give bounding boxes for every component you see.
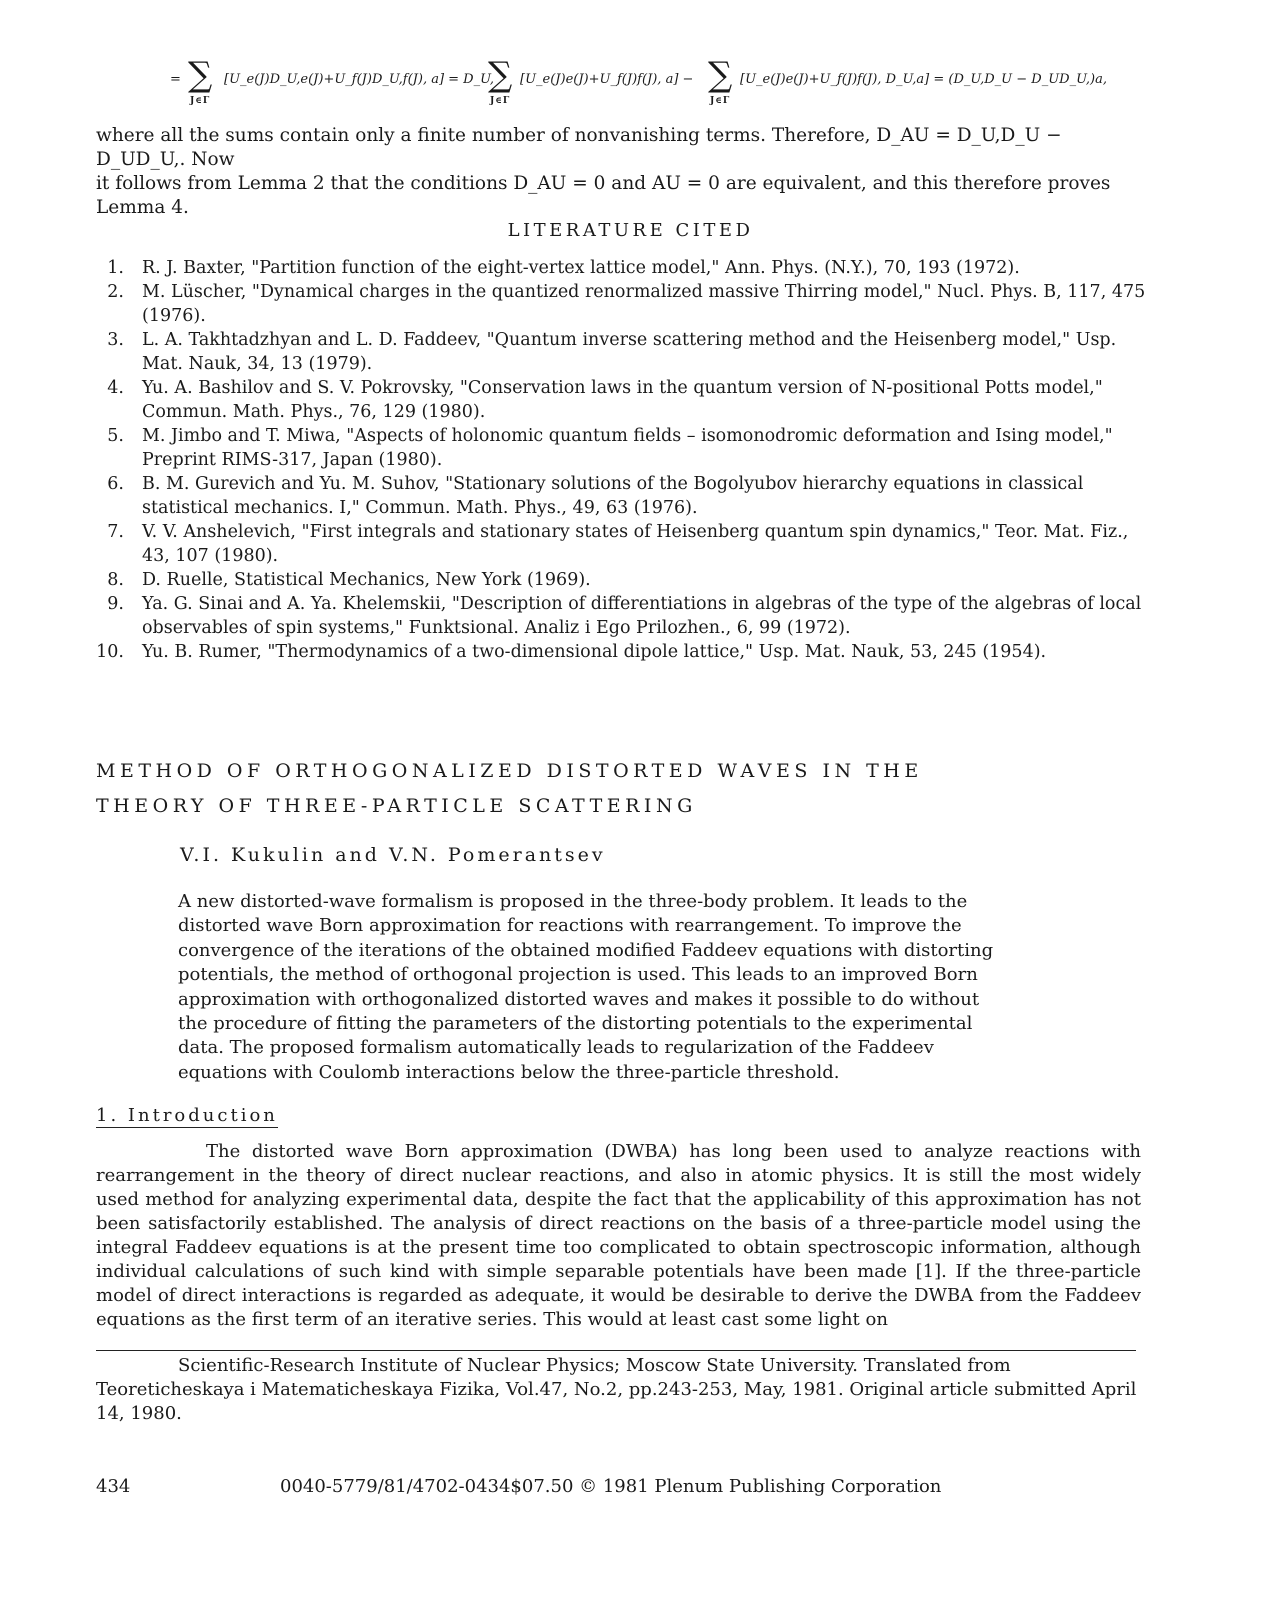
reference-item xyxy=(96,592,1146,640)
summation-index: J∈Γ xyxy=(710,96,731,106)
equation xyxy=(170,56,1130,116)
reference-text: V. V. Anshelevich, "First integrals and stationary states of Heisenberg quantum spin dynamics," Teor. Mat. Fiz., 43, 107 (1980). xyxy=(142,522,1129,566)
reference-item xyxy=(96,568,1146,592)
reference-item xyxy=(96,472,1146,520)
literature-cited-heading: LITERATURE CITED xyxy=(507,220,754,241)
summation-symbol: ∑ xyxy=(708,55,733,95)
article-abstract: A new distorted-wave formalism is proposed in the three-body problem. It leads to the distorted wave Born approximation for reactions with rearrangement. To improve the convergence of the iterations of the obtained modified Faddeev equations with distorting potentials, the method of orthogonal projection is used. This leads to an improved Born approximation with orthogonalized distorted waves and makes it possible to do without the procedure of fitting the parameters of the distorting potentials to the experimental data. The proposed formalism automatically leads to regularization of the Faddeev equations with Coulomb interactions below the three-particle threshold. xyxy=(178,891,994,1083)
footnote-divider xyxy=(96,1350,1136,1351)
proof-line: Lemma 4. xyxy=(96,197,189,218)
reference-text: B. M. Gurevich and Yu. M. Suhov, "Stationary solutions of the Bogolyubov hierarchy equations in classical statistical mechanics. I," Commun. Math. Phys., 49, 63 (1976). xyxy=(142,474,1084,518)
reference-number: 7. xyxy=(107,522,124,542)
introduction-body xyxy=(96,1140,1141,1332)
page-number: 434 xyxy=(96,1476,131,1497)
summation-symbol: ∑ xyxy=(488,55,513,95)
reference-item xyxy=(96,328,1146,376)
reference-text: L. A. Takhtadzhyan and L. D. Faddeev, "Quantum inverse scattering method and the Heisenberg model," Usp. Mat. Nauk, 34, 13 (1979). xyxy=(142,330,1117,374)
reference-number: 8. xyxy=(107,570,124,590)
summation-index: J∈Γ xyxy=(190,96,211,106)
reference-text: Yu. B. Rumer, "Thermodynamics of a two-dimensional dipole lattice," Usp. Mat. Nauk, 53, 245 (1954). xyxy=(142,642,1047,662)
equation-term-1: [U_e(J)D_U,e(J)+U_f(J)D_U,f(J), a] = D_U, xyxy=(224,72,495,87)
reference-text: Ya. G. Sinai and A. Ya. Khelemskii, "Description of differentiations in algebras of the type of the algebras of local observables of spin systems," Funktsional. Analiz i Ego Prilozhen., 6, 99 (1972). xyxy=(142,594,1142,638)
reference-number: 1. xyxy=(107,258,124,278)
reference-number: 9. xyxy=(107,594,124,614)
summation-index: J∈Γ xyxy=(490,96,511,106)
reference-number: 2. xyxy=(107,282,124,302)
reference-number: 6. xyxy=(107,474,124,494)
footnote-text: Scientific-Research Institute of Nuclear Physics; Moscow State University. Translated from Teoreticheskaya i Matematicheskaya Fizika, Vol.47, No.2, pp.243-253, May, 1981. Original article submitted April 14, 1980. xyxy=(96,1355,1137,1424)
reference-item xyxy=(96,520,1146,568)
footnote xyxy=(96,1354,1141,1426)
reference-item xyxy=(96,376,1146,424)
equation-term-2: [U_e(J)e(J)+U_f(J)f(J), a] − xyxy=(520,72,694,87)
reference-number: 10. xyxy=(96,642,124,662)
equation-equals: = xyxy=(170,72,181,87)
summation-symbol: ∑ xyxy=(188,55,213,95)
article-title-line-2: THEORY OF THREE-PARTICLE SCATTERING xyxy=(96,795,697,817)
proof-line: it follows from Lemma 2 that the conditions D_AU = 0 and AU = 0 are equivalent, and this therefore proves xyxy=(96,173,1111,194)
article-authors: V.I. Kukulin and V.N. Pomerantsev xyxy=(180,844,606,866)
equation-term-3: [U_e(J)e(J)+U_f(J)f(J), D_U,a] = (D_U,D_U − D_UD_U,)a, xyxy=(740,72,1107,87)
reference-number: 4. xyxy=(107,378,124,398)
reference-text: M. Lüscher, "Dynamical charges in the quantized renormalized massive Thirring model," Nucl. Phys. B, 117, 475 (1976). xyxy=(142,282,1146,326)
proof-line: where all the sums contain only a finite number of nonvanishing terms. Therefore, D_AU = D_U,D_U − D_UD_U,. Now xyxy=(96,125,1062,170)
reference-item xyxy=(96,640,1146,664)
introduction-paragraph: The distorted wave Born approximation (DWBA) has long been used to analyze reactions with rearrangement in the theory of direct nuclear reactions, and also in atomic physics. It is still the most widely used method for analyzing experimental data, despite the fact that the applicability of this approximation has not been satisfactorily established. The analysis of direct reactions on the basis of a three-particle model using the integral Faddeev equations is at the present time too complicated to obtain spectroscopic information, although individual calculations of such kind with simple separable potentials have been made [1]. If the three-particle model of direct interactions is regarded as adequate, it would be desirable to derive the DWBA from the Faddeev equations as the first term of an iterative series. This would at least cast some light on xyxy=(96,1141,1141,1330)
reference-text: R. J. Baxter, "Partition function of the eight-vertex lattice model," Ann. Phys. (N.Y.), 70, 193 (1972). xyxy=(142,258,1020,278)
reference-text: Yu. A. Bashilov and S. V. Pokrovsky, "Conservation laws in the quantum version of N-positional Potts model," Commun. Math. Phys., 76, 129 (1980). xyxy=(142,378,1103,422)
reference-item xyxy=(96,256,1146,280)
reference-text: D. Ruelle, Statistical Mechanics, New York (1969). xyxy=(142,570,591,590)
article-title-line-1: METHOD OF ORTHOGONALIZED DISTORTED WAVES IN THE xyxy=(96,760,923,782)
copyright-line: 0040-5779/81/4702-0434$07.50 © 1981 Plenum Publishing Corporation xyxy=(280,1476,942,1497)
proof-conclusion xyxy=(96,124,1136,220)
reference-number: 5. xyxy=(107,426,124,446)
reference-item xyxy=(96,280,1146,328)
section-heading-introduction: 1. Introduction xyxy=(96,1105,278,1126)
reference-number: 3. xyxy=(107,330,124,350)
reference-text: M. Jimbo and T. Miwa, "Aspects of holonomic quantum fields – isomonodromic deformation and Ising model," Preprint RIMS-317, Japan (1980). xyxy=(142,426,1113,470)
reference-list xyxy=(96,256,1146,664)
reference-item xyxy=(96,424,1146,472)
